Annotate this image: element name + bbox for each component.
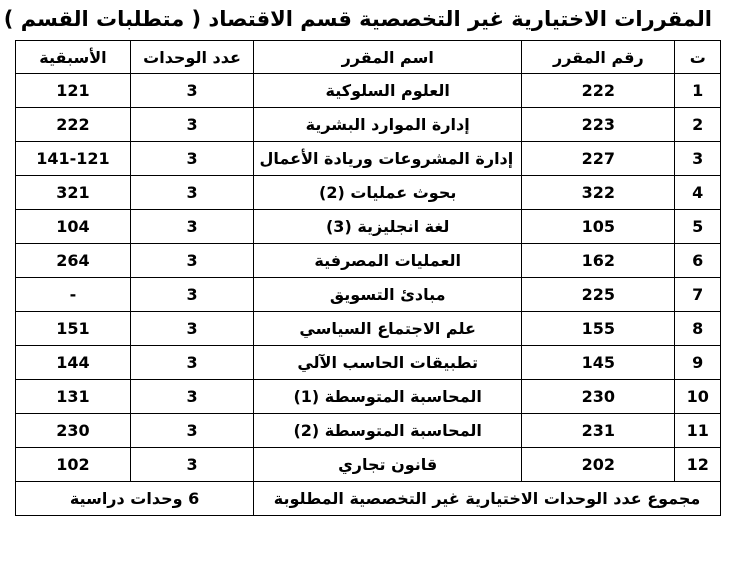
row-prereq: 222 [16,108,131,142]
table-footer [16,482,721,516]
row-prereq: 151 [16,312,131,346]
row-prereq: 104 [16,210,131,244]
row-num: 6 [675,244,721,278]
row-code: 223 [522,108,675,142]
courses-table [15,40,721,516]
row-num: 9 [675,346,721,380]
row-code: 105 [522,210,675,244]
header-row [16,41,721,74]
row-prereq: 230 [16,414,131,448]
row-prereq: 102 [16,448,131,482]
row-units: 3 [130,244,253,278]
row-prereq: 321 [16,176,131,210]
row-num: 11 [675,414,721,448]
row-name: إدارة الموارد البشرية [254,108,522,142]
row-code: 231 [522,414,675,448]
table-row [16,244,721,278]
total-units-value: 6 وحدات دراسية [16,482,254,516]
row-prereq: 144 [16,346,131,380]
row-units: 3 [130,176,253,210]
header-units: عدد الوحدات [130,41,253,74]
table-row [16,448,721,482]
row-code: 145 [522,346,675,380]
table-body [16,74,721,482]
footer-row [16,482,721,516]
row-name: إدارة المشروعات وريادة الأعمال [254,142,522,176]
row-num: 12 [675,448,721,482]
row-num: 1 [675,74,721,108]
row-code: 162 [522,244,675,278]
table-row [16,346,721,380]
row-name: العمليات المصرفية [254,244,522,278]
row-num: 7 [675,278,721,312]
table-row [16,176,721,210]
row-units: 3 [130,448,253,482]
row-prereq: 264 [16,244,131,278]
row-code: 155 [522,312,675,346]
row-units: 3 [130,312,253,346]
header-code: رقم المقرر [522,41,675,74]
table-row [16,414,721,448]
row-prereq: 141-121 [16,142,131,176]
row-name: لغة انجليزية (3) [254,210,522,244]
row-name: قانون تجاري [254,448,522,482]
header-num: ت [675,41,721,74]
table-row [16,108,721,142]
row-units: 3 [130,414,253,448]
table-row [16,278,721,312]
row-units: 3 [130,278,253,312]
row-num: 8 [675,312,721,346]
row-name: المحاسبة المتوسطة (1) [254,380,522,414]
row-code: 230 [522,380,675,414]
row-units: 3 [130,108,253,142]
row-num: 4 [675,176,721,210]
row-num: 10 [675,380,721,414]
row-name: مبادئ التسويق [254,278,522,312]
row-units: 3 [130,142,253,176]
table-row [16,142,721,176]
row-units: 3 [130,74,253,108]
row-name: بحوث عمليات (2) [254,176,522,210]
header-name: اسم المقرر [254,41,522,74]
row-code: 202 [522,448,675,482]
header-prereq: الأسبقية [16,41,131,74]
row-code: 222 [522,74,675,108]
row-code: 227 [522,142,675,176]
row-units: 3 [130,210,253,244]
row-prereq: 121 [16,74,131,108]
row-num: 2 [675,108,721,142]
row-prereq: 131 [16,380,131,414]
row-prereq: - [16,278,131,312]
table-row [16,210,721,244]
row-name: علم الاجتماع السياسي [254,312,522,346]
page-title: المقررات الاختيارية غير التخصصية قسم الاقتصاد ( متطلبات القسم ) [3,7,712,31]
table-row [16,312,721,346]
row-num: 5 [675,210,721,244]
row-code: 322 [522,176,675,210]
row-name: تطبيقات الحاسب الآلي [254,346,522,380]
row-num: 3 [675,142,721,176]
table-row [16,380,721,414]
table-row [16,74,721,108]
row-units: 3 [130,380,253,414]
row-name: المحاسبة المتوسطة (2) [254,414,522,448]
row-name: العلوم السلوكية [254,74,522,108]
row-code: 225 [522,278,675,312]
row-units: 3 [130,346,253,380]
total-units-label: مجموع عدد الوحدات الاختيارية غير التخصصية المطلوبة [254,482,721,516]
table-header [16,41,721,74]
